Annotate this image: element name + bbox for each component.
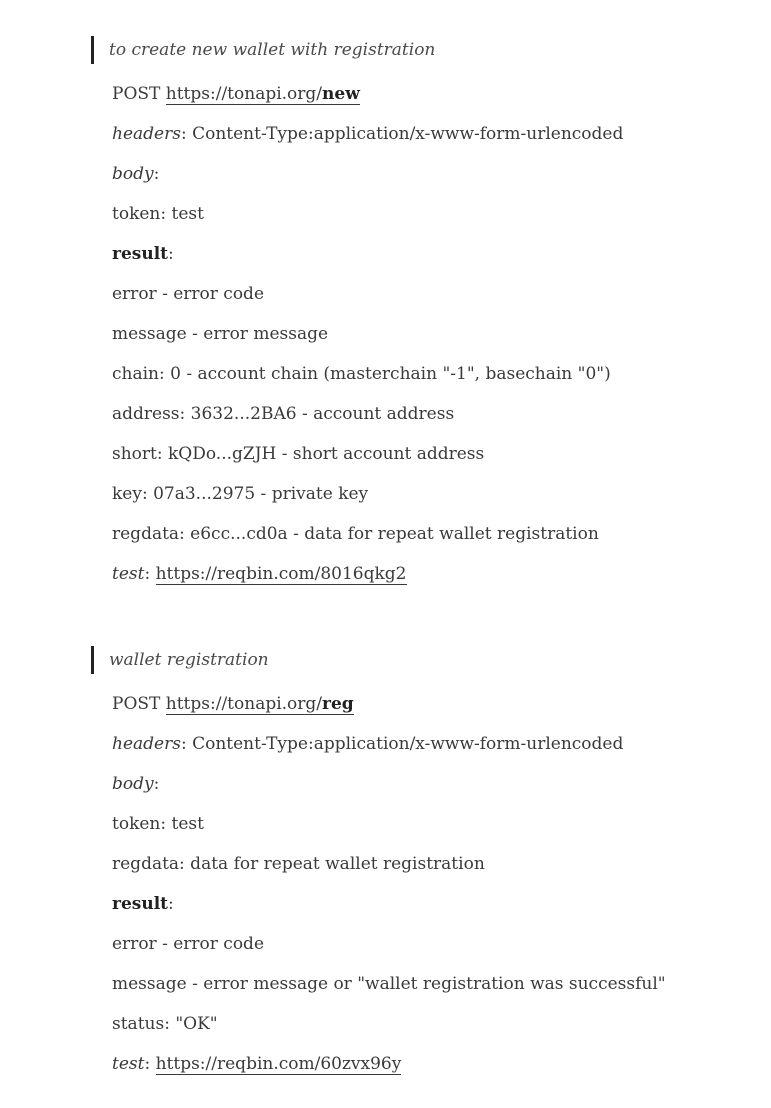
result-field: chain: 0 - account chain (masterchain "-1", basechain "0") bbox=[112, 364, 611, 384]
result-field: error - error code bbox=[112, 934, 265, 954]
body-label-line: body: bbox=[112, 164, 160, 184]
result-field: error - error code bbox=[112, 284, 265, 304]
result-field: address: 3632...2BA6 - account address bbox=[112, 404, 455, 424]
headers-value: : Content-Type:application/x-www-form-urlencoded bbox=[180, 734, 624, 754]
body-param: regdata: data for repeat wallet registration bbox=[112, 854, 485, 874]
test-link[interactable]: https://reqbin.com/8016qkg2 bbox=[155, 564, 407, 584]
result-label-line: result: bbox=[112, 894, 174, 914]
result-label-line: result: bbox=[112, 244, 174, 264]
test-label: test bbox=[112, 564, 145, 584]
http-method: POST bbox=[112, 694, 161, 714]
result-field: key: 07a3...2975 - private key bbox=[112, 484, 369, 504]
headers-line bbox=[112, 732, 623, 756]
result-field: regdata: e6cc...cd0a - data for repeat wallet registration bbox=[112, 524, 599, 544]
result-field: short: kQDo...gZJH - short account address bbox=[112, 444, 485, 464]
body-param: token: test bbox=[112, 204, 204, 224]
section-heading bbox=[91, 36, 435, 64]
section-heading bbox=[91, 646, 269, 674]
endpoint-link[interactable]: https://tonapi.org/new bbox=[165, 84, 360, 104]
body-label: body bbox=[112, 164, 154, 184]
endpoint-link[interactable]: https://tonapi.org/reg bbox=[165, 694, 354, 714]
headers-label: headers bbox=[112, 124, 181, 144]
test-line: test: https://reqbin.com/60zvx96y bbox=[112, 1054, 402, 1074]
result-label: result bbox=[112, 894, 169, 914]
endpoint-line bbox=[112, 82, 360, 106]
result-field: status: "OK" bbox=[112, 1014, 218, 1034]
body-param: token: test bbox=[112, 814, 204, 834]
headers-value: : Content-Type:application/x-www-form-urlencoded bbox=[180, 124, 624, 144]
heading-text: wallet registration bbox=[109, 650, 269, 670]
body-label: body bbox=[112, 774, 154, 794]
test-line: test: https://reqbin.com/8016qkg2 bbox=[112, 564, 407, 584]
endpoint-line bbox=[112, 692, 354, 716]
result-field: message - error message or "wallet registration was successful" bbox=[112, 974, 666, 994]
result-field: message - error message bbox=[112, 324, 329, 344]
result-label: result bbox=[112, 244, 169, 264]
test-link[interactable]: https://reqbin.com/60zvx96y bbox=[155, 1054, 402, 1074]
headers-line bbox=[112, 122, 623, 146]
test-label: test bbox=[112, 1054, 145, 1074]
body-label-line: body: bbox=[112, 774, 160, 794]
headers-label: headers bbox=[112, 734, 181, 754]
http-method: POST bbox=[112, 84, 161, 104]
heading-text: to create new wallet with registration bbox=[109, 40, 436, 60]
